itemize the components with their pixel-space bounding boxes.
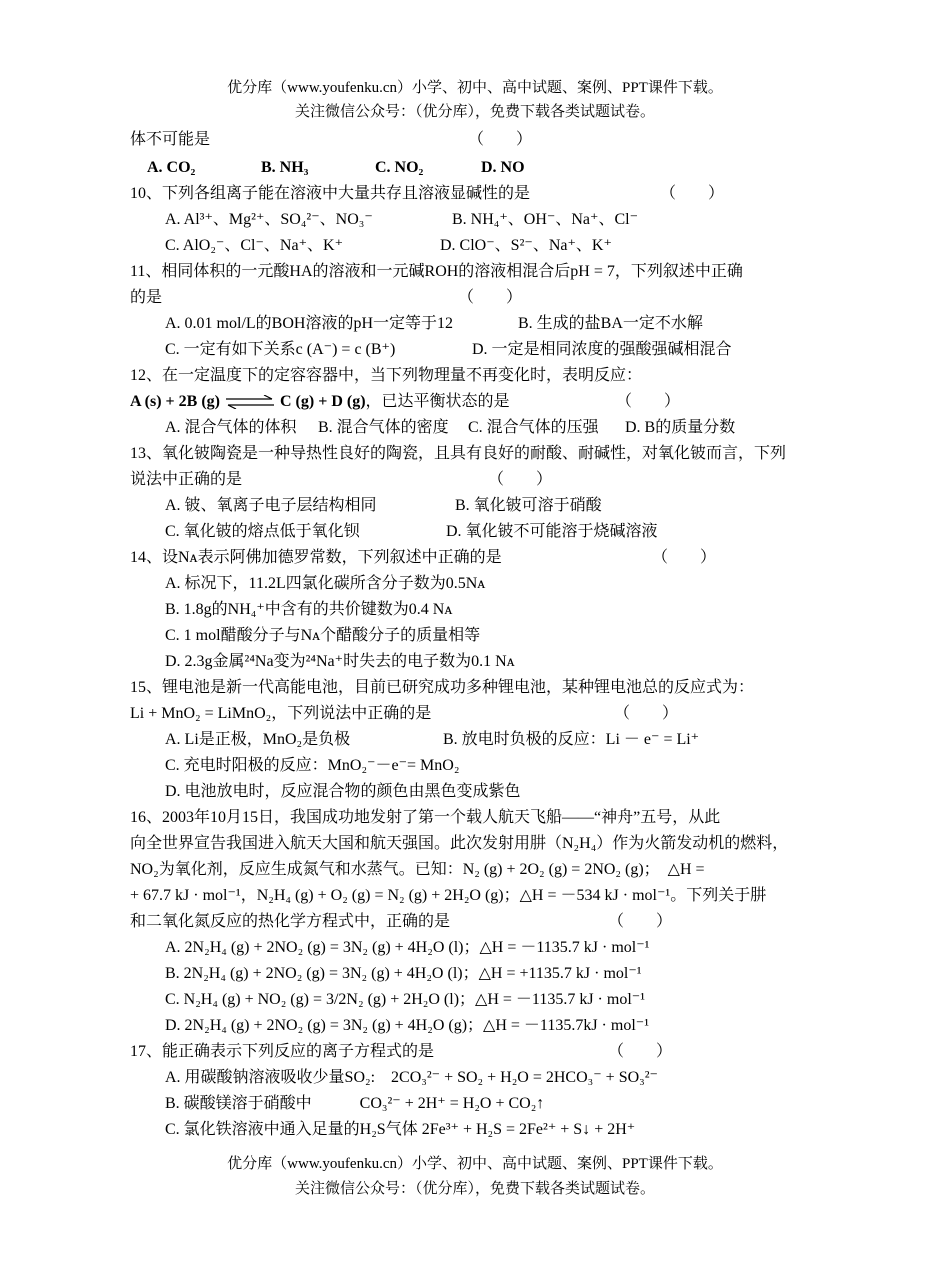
q17-stem: 17、能正确表示下列反应的离子方程式的是: [130, 1043, 435, 1060]
q10-answer-paren: （ ）: [660, 185, 725, 202]
q11-answer-paren: （ ）: [458, 289, 523, 306]
header-line-1: 优分库（www.youfenku.cn）小学、初中、高中试题、案例、PPT课件下载。: [227, 80, 723, 96]
q14-stem: 14、设Nᴀ表示阿佛加德罗常数，下列叙述中正确的是: [130, 549, 502, 566]
q12-option-d: D. B的质量分数: [625, 419, 736, 436]
q9-option-c: C. NO₂: [375, 159, 424, 176]
q9-answer-paren: （ ）: [468, 131, 533, 148]
q12-eq-right: C (g) + D (g): [280, 393, 366, 410]
q15-stem-line-2: Li + MnO₂ = LiMnO₂，下列说法中正确的是: [130, 705, 432, 722]
q16-stem-line-4: + 67.7 kJ · mol⁻¹，N₂H₄ (g) + O₂ (g) = N₂ (g) + 2H₂O (g)；△H = －534 kJ · mol⁻¹。下列关于肼: [130, 887, 767, 904]
q14-option-c: C. 1 mol醋酸分子与Nᴀ个醋酸分子的质量相等: [165, 627, 481, 644]
q9-option-a: A. CO₂: [147, 159, 196, 176]
q9-stem-tail: 体不可能是: [130, 131, 211, 148]
q15-stem-line-1: 15、锂电池是新一代高能电池，目前已研究成功多种锂电池，某种锂电池总的反应式为：: [130, 679, 755, 696]
q17-option-a: A. 用碳酸钠溶液吸收少量SO₂: 2CO₃²⁻ + SO₂ + H₂O = 2HCO₃⁻ + SO₃²⁻: [165, 1069, 658, 1086]
q12-option-c: C. 混合气体的压强: [468, 419, 599, 436]
q11-option-b: B. 生成的盐BA一定不水解: [518, 315, 703, 332]
q16-option-a: A. 2N₂H₄ (g) + 2NO₂ (g) = 3N₂ (g) + 4H₂O (l)；△H = －1135.7 kJ · mol⁻¹: [165, 939, 650, 956]
q10-option-b: B. NH₄⁺、OH⁻、Na⁺、Cl⁻: [452, 211, 639, 228]
q14-option-b: B. 1.8g的NH₄⁺中含有的共价键数为0.4 Nᴀ: [165, 601, 453, 618]
q16-stem-line-2: 向全世界宣告我国进入航天大国和航天强国。此次发射用肼（N₂H₄）作为火箭发动机的燃料，: [130, 835, 789, 852]
q12-eq-tail: ，已达平衡状态的是: [365, 393, 510, 410]
q14-option-a: A. 标况下，11.2L四氯化碳所含分子数为0.5Nᴀ: [165, 575, 486, 592]
q10-stem: 10、下列各组离子能在溶液中大量共存且溶液显碱性的是: [130, 185, 531, 202]
q12-option-b: B. 混合气体的密度: [318, 419, 449, 436]
q16-option-d: D. 2N₂H₄ (g) + 2NO₂ (g) = 3N₂ (g) + 4H₂O (g)；△H = －1135.7kJ · mol⁻¹: [165, 1017, 650, 1034]
q15-option-b: B. 放电时负极的反应：Li － e⁻ = Li⁺: [443, 731, 700, 748]
header-line-2: 关注微信公众号：（优分库），免费下载各类试题试卷。: [294, 104, 655, 120]
q12-stem: 12、在一定温度下的定容容器中，当下列物理量不再变化时，表明反应：: [130, 367, 643, 384]
footer-line-2: 关注微信公众号：（优分库），免费下载各类试题试卷。: [294, 1181, 655, 1197]
q17-option-b: B. 碳酸镁溶于硝酸中 CO₃²⁻ + 2H⁺ = H₂O + CO₂↑: [165, 1095, 545, 1112]
q16-stem-line-1: 16、2003年10月15日，我国成功地发射了第一个载人航天飞船——“神舟”五号，从此: [130, 809, 721, 826]
q15-option-d: D. 电池放电时，反应混合物的颜色由黑色变成紫色: [165, 783, 521, 800]
q12-option-a: A. 混合气体的体积: [165, 419, 297, 436]
q13-answer-paren: （ ）: [488, 471, 553, 488]
q10-option-c: C. AlO₂⁻、Cl⁻、Na⁺、K⁺: [165, 237, 344, 254]
q11-option-a: A. 0.01 mol/L的BOH溶液的pH一定等于12: [165, 315, 454, 332]
q15-option-c: C. 充电时阳极的反应：MnO₂⁻－e⁻= MnO₂: [165, 757, 460, 774]
q12-equation: [130, 390, 510, 414]
q11-stem-line-1: 11、相同体积的一元酸HA的溶液和一元碱ROH的溶液相混合后pH = 7，下列叙述中正确: [130, 263, 743, 280]
q11-stem-line-2: 的是: [130, 289, 163, 306]
q16-answer-paren: （ ）: [608, 913, 673, 930]
q14-option-d: D. 2.3g金属²⁴Na变为²⁴Na⁺时失去的电子数为0.1 Nᴀ: [165, 653, 515, 670]
q17-answer-paren: （ ）: [608, 1043, 673, 1060]
q13-option-b: B. 氧化铍可溶于硝酸: [455, 497, 602, 514]
q11-option-d: D. 一定是相同浓度的强酸强碱相混合: [472, 341, 732, 358]
q16-stem-line-5: 和二氧化氮反应的热化学方程式中，正确的是: [130, 913, 451, 930]
q13-option-a: A. 铍、氧离子电子层结构相同: [165, 497, 377, 514]
q9-option-b: B. NH₃: [261, 159, 309, 176]
equilibrium-arrow-icon: [224, 395, 276, 409]
q13-stem-line-1: 13、氧化铍陶瓷是一种导热性良好的陶瓷，且具有良好的耐酸、耐碱性，对氧化铍而言，下列: [130, 445, 787, 462]
q15-option-a: A. Li是正极，MnO₂是负极: [165, 731, 351, 748]
q17-option-c: C. 氯化铁溶液中通入足量的H₂S气体 2Fe³⁺ + H₂S = 2Fe²⁺ + S↓ + 2H⁺: [165, 1121, 636, 1138]
q13-option-d: D. 氧化铍不可能溶于烧碱溶液: [446, 523, 658, 540]
q13-stem-line-2: 说法中正确的是: [130, 471, 243, 488]
q16-option-c: C. N₂H₄ (g) + NO₂ (g) = 3/2N₂ (g) + 2H₂O (l)；△H = －1135.7 kJ · mol⁻¹: [165, 991, 646, 1008]
q11-option-c: C. 一定有如下关系c (A⁻) = c (B⁺): [165, 341, 396, 358]
footer-line-1: 优分库（www.youfenku.cn）小学、初中、高中试题、案例、PPT课件下载。: [227, 1156, 723, 1172]
q16-option-b: B. 2N₂H₄ (g) + 2NO₂ (g) = 3N₂ (g) + 4H₂O (l)；△H = +1135.7 kJ · mol⁻¹: [165, 965, 642, 982]
q14-answer-paren: （ ）: [652, 549, 717, 566]
q12-eq-left: A (s) + 2B (g): [130, 393, 220, 410]
q10-option-a: A. Al³⁺、Mg²⁺、SO₄²⁻、NO₃⁻: [165, 211, 373, 228]
q13-option-c: C. 氧化铍的熔点低于氧化钡: [165, 523, 360, 540]
q12-answer-paren: （ ）: [616, 393, 681, 410]
q16-stem-line-3: NO₂为氧化剂，反应生成氮气和水蒸气。已知：N₂ (g) + 2O₂ (g) = 2NO₂ (g)； △H =: [130, 861, 705, 878]
q9-option-d: D. NO: [481, 159, 525, 176]
q10-option-d: D. ClO⁻、S²⁻、Na⁺、K⁺: [440, 237, 612, 254]
q15-answer-paren: （ ）: [614, 705, 679, 722]
